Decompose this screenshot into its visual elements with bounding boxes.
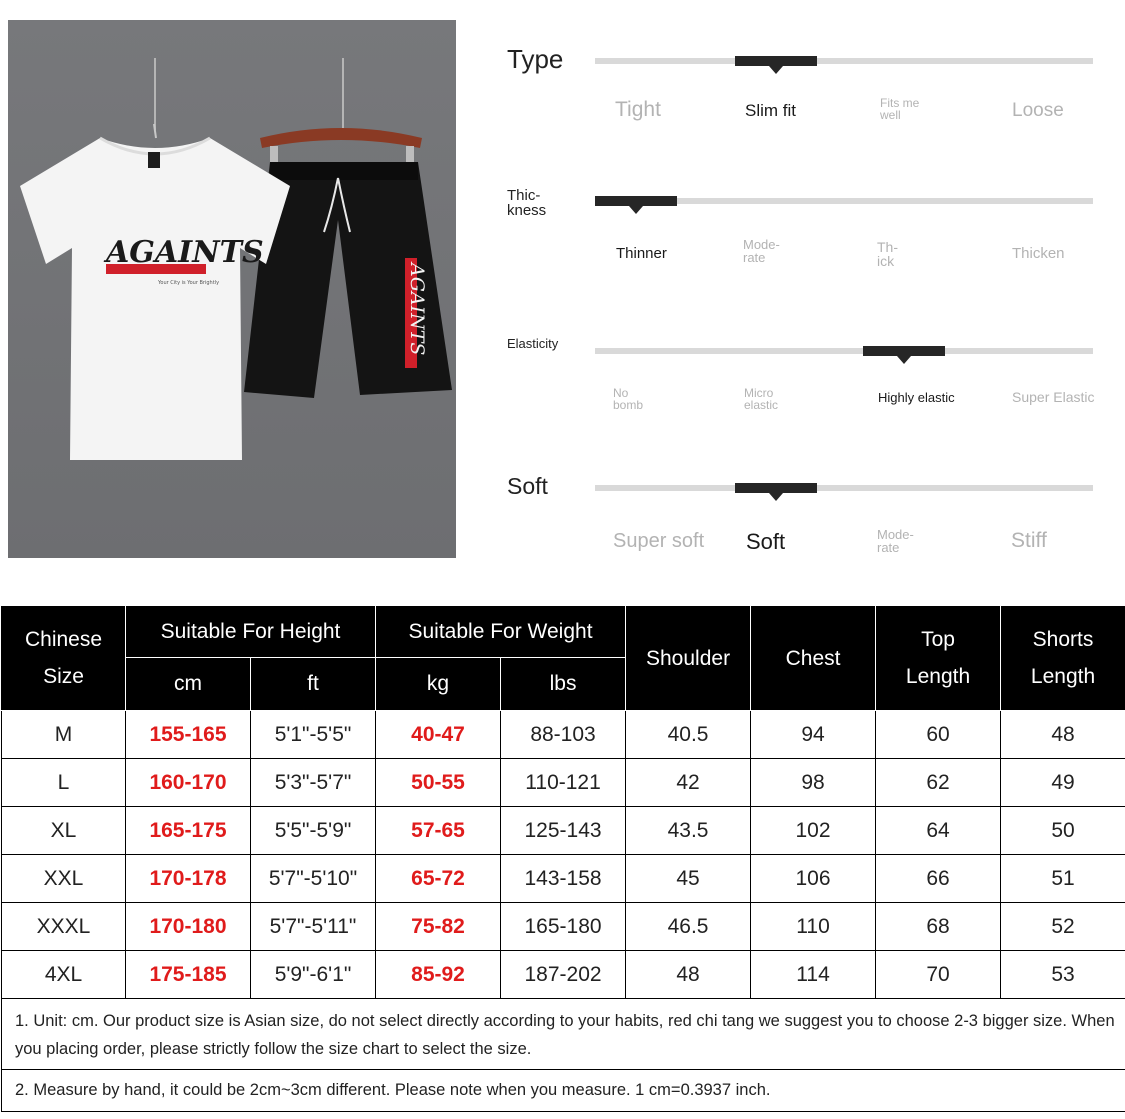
top-length-cell: 60 [876,711,1001,759]
shoulder-cell: 42 [626,759,751,807]
shorts-length-cell: 53 [1001,951,1125,999]
header-shorts-length: Shorts Length [1001,607,1125,711]
top-length-cell: 62 [876,759,1001,807]
thickness-title: Thic-kness [507,187,547,219]
weight-lbs-cell: 88-103 [501,711,626,759]
weight-kg-cell: 57-65 [376,807,501,855]
thickness-marker [595,196,677,206]
top-length-cell: 70 [876,951,1001,999]
thickness-option-thicken: Thicken [1012,245,1065,262]
weight-kg-cell: 50-55 [376,759,501,807]
softness-option-stiff: Stiff [1011,529,1047,552]
table-row [2,951,1125,999]
elasticity-option-no-bomb: No bomb [613,386,644,412]
table-row [2,903,1125,951]
elasticity-marker [863,346,945,356]
size-chart-table [1,606,1125,999]
size-cell: 4XL [2,951,126,999]
size-cell: M [2,711,126,759]
shorts-length-cell: 50 [1001,807,1125,855]
height-ft-cell: 5'1"-5'5" [251,711,376,759]
shoulder-cell: 45 [626,855,751,903]
thickness-option-thinner: Thinner [616,245,667,262]
header-shoulder: Shoulder [626,607,751,711]
table-row [2,759,1125,807]
softness-option-super-soft: Super soft [613,530,705,552]
weight-kg-cell: 75-82 [376,903,501,951]
shoulder-cell: 48 [626,951,751,999]
weight-lbs-cell: 165-180 [501,903,626,951]
chest-cell: 102 [751,807,876,855]
chest-cell: 106 [751,855,876,903]
weight-lbs-cell: 110-121 [501,759,626,807]
header-chinese-size: Chinese Size [2,607,126,711]
tshirt-print-text: AGAINTS [106,235,264,270]
height-ft-cell: 5'3"-5'7" [251,759,376,807]
header-suitable-height: Suitable For Height [126,607,376,658]
height-ft-cell: 5'5"-5'9" [251,807,376,855]
header-cm: cm [126,658,251,711]
tracksuit-illustration [8,20,456,558]
wooden-hanger-icon [260,128,422,148]
type-option-slim-fit: Slim fit [745,101,796,120]
size-note-1: 1. Unit: cm. Our product size is Asian size, do not select directly according to your habits, red chi tang we suggest you to choose 2-3 bigger size. When you placing order, please strictly follow the size chart to select the size. [1,999,1125,1070]
type-option-fits-me-well: Fits me well [880,96,920,122]
weight-kg-cell: 65-72 [376,855,501,903]
table-row [2,855,1125,903]
elasticity-option-highly-elastic: Highly elastic [878,390,955,405]
height-ft-cell: 5'7"-5'10" [251,855,376,903]
size-cell: XXL [2,855,126,903]
top-length-cell: 68 [876,903,1001,951]
softness-option-moderate: Mode-rate [877,527,914,555]
type-marker [735,56,817,66]
header-lbs: lbs [501,658,626,711]
chest-cell: 110 [751,903,876,951]
size-cell: XXXL [2,903,126,951]
chest-cell: 98 [751,759,876,807]
height-ft-cell: 5'7"-5'11" [251,903,376,951]
thickness-track [595,198,1093,204]
shorts-print-text: AGAINTS [406,263,428,356]
product-photo [8,20,456,558]
thickness-option-thick: Th-ick [877,239,898,269]
height-cm-cell: 170-180 [126,903,251,951]
top-length-cell: 66 [876,855,1001,903]
table-row [2,807,1125,855]
size-cell: L [2,759,126,807]
weight-kg-cell: 40-47 [376,711,501,759]
table-row [2,711,1125,759]
size-cell: XL [2,807,126,855]
shorts-length-cell: 48 [1001,711,1125,759]
shorts-length-cell: 49 [1001,759,1125,807]
elasticity-option-super-elastic: Super Elastic [1012,389,1095,405]
softness-option-soft: Soft [746,529,786,554]
header-chest: Chest [751,607,876,711]
type-option-tight: Tight [615,98,661,121]
shorts-length-cell: 51 [1001,855,1125,903]
shoulder-cell: 40.5 [626,711,751,759]
shoulder-cell: 43.5 [626,807,751,855]
header-suitable-weight: Suitable For Weight [376,607,626,658]
type-title: Type [507,44,564,74]
tshirt-tagline-text: Your City is Your Brightly [158,280,220,286]
thickness-option-moderate: Mode-rate [743,237,780,265]
height-cm-cell: 170-178 [126,855,251,903]
softness-marker [735,483,817,493]
softness-track [595,485,1093,491]
chest-cell: 94 [751,711,876,759]
height-ft-cell: 5'9"-6'1" [251,951,376,999]
elasticity-title: Elasticity [507,336,559,351]
weight-lbs-cell: 187-202 [501,951,626,999]
size-note-2: 2. Measure by hand, it could be 2cm~3cm different. Please note when you measure. 1 cm=0.3937 inch. [1,1069,1125,1112]
height-cm-cell: 165-175 [126,807,251,855]
type-option-loose: Loose [1012,100,1064,121]
header-top-length: Top Length [876,607,1001,711]
softness-title: Soft [507,473,548,499]
height-cm-cell: 155-165 [126,711,251,759]
chest-cell: 114 [751,951,876,999]
elasticity-track [595,348,1093,354]
height-cm-cell: 175-185 [126,951,251,999]
weight-lbs-cell: 143-158 [501,855,626,903]
weight-lbs-cell: 125-143 [501,807,626,855]
shoulder-cell: 46.5 [626,903,751,951]
top-length-cell: 64 [876,807,1001,855]
type-track [595,58,1093,64]
elasticity-option-micro-elastic: Micro elastic [744,386,779,412]
header-ft: ft [251,658,376,711]
height-cm-cell: 160-170 [126,759,251,807]
header-kg: kg [376,658,501,711]
weight-kg-cell: 85-92 [376,951,501,999]
shorts-length-cell: 52 [1001,903,1125,951]
tshirt-graphic [20,138,290,460]
